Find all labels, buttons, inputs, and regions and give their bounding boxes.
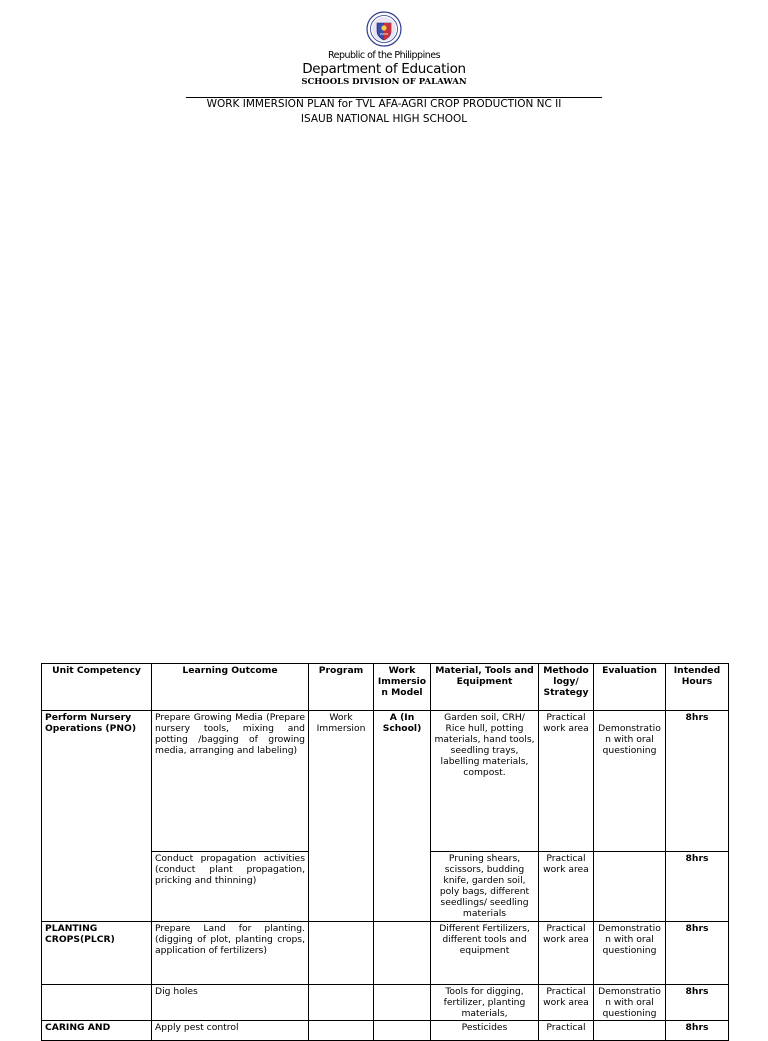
materials-cell: Pruning shears, scissors, budding knife, garden soil, poly bags, different seedlings/ seedling materials xyxy=(431,852,539,922)
republic-label: Republic of the Philippines xyxy=(327,50,441,61)
hours-cell: 8hrs xyxy=(666,922,729,985)
learning-outcome-cell: Prepare Growing Media (Prepare nursery tools, mixing and potting /bagging of growing media, arranging and labeling) xyxy=(152,711,309,852)
unit-competency-cell: Perform Nursery Operations (PNO) xyxy=(42,711,152,922)
hours-cell: 8hrs xyxy=(666,852,729,922)
column-header: Evaluation xyxy=(594,664,666,711)
materials-cell: Different Fertilizers, different tools and equipment xyxy=(431,922,539,985)
model-cell: A (In School) xyxy=(374,711,431,922)
program-cell xyxy=(309,985,374,1021)
table-row xyxy=(42,922,729,985)
methodology-cell: Practical work area xyxy=(539,711,594,852)
evaluation-cell xyxy=(594,852,666,922)
column-header: Intended Hours xyxy=(666,664,729,711)
methodology-cell: Practical work area xyxy=(539,922,594,985)
materials-cell: Garden soil, CRH/ Rice hull, potting materials, hand tools, seedling trays, labelling materials, compost. xyxy=(431,711,539,852)
methodology-cell: Practical work area xyxy=(539,852,594,922)
learning-outcome-cell: Conduct propagation activities (conduct plant propagation, pricking and thinning) xyxy=(152,852,309,922)
learning-outcome-cell: Dig holes xyxy=(152,985,309,1021)
methodology-cell: Practical xyxy=(539,1021,594,1041)
school-name: ISAUB NATIONAL HIGH SCHOOL xyxy=(300,113,468,125)
evaluation-cell: Demonstration with oral questioning xyxy=(594,922,666,985)
column-header: Material, Tools and Equipment xyxy=(431,664,539,711)
program-cell xyxy=(309,922,374,985)
table-header-row xyxy=(42,664,729,711)
model-cell xyxy=(374,922,431,985)
unit-competency-cell: CARING AND xyxy=(42,1021,152,1041)
unit-competency-cell xyxy=(42,985,152,1021)
hours-cell: 8hrs xyxy=(666,711,729,852)
materials-cell: Tools for digging, fertilizer, planting materials, xyxy=(431,985,539,1021)
table-row xyxy=(42,985,729,1021)
model-cell xyxy=(374,985,431,1021)
department-name: Department of Education xyxy=(302,61,466,77)
evaluation-cell: Demonstration with oral questioning xyxy=(594,985,666,1021)
column-header: Unit Competency xyxy=(42,664,152,711)
program-cell: Work Immersion xyxy=(309,711,374,922)
deped-seal-icon xyxy=(366,11,402,47)
column-header: Methodology/ Strategy xyxy=(539,664,594,711)
column-header: Program xyxy=(309,664,374,711)
table-row xyxy=(42,711,729,852)
learning-outcome-cell: Prepare Land for planting. (digging of plot, planting crops, application of fertilizers) xyxy=(152,922,309,985)
hours-cell: 8hrs xyxy=(666,1021,729,1041)
learning-outcome-cell: Apply pest control xyxy=(152,1021,309,1041)
plan-title: WORK IMMERSION PLAN for TVL AFA-AGRI CROP PRODUCTION NC II xyxy=(206,98,562,110)
column-header: Learning Outcome xyxy=(152,664,309,711)
materials-cell: Pesticides xyxy=(431,1021,539,1041)
hours-cell: 8hrs xyxy=(666,985,729,1021)
work-immersion-table xyxy=(41,663,729,1041)
unit-competency-cell: PLANTING CROPS(PLCR) xyxy=(42,922,152,985)
column-header: Work Immersion Model xyxy=(374,664,431,711)
division-name: SCHOOLS DIVISION OF PALAWAN xyxy=(301,77,467,87)
methodology-cell: Practical work area xyxy=(539,985,594,1021)
evaluation-cell: Demonstration with oral questioning xyxy=(594,711,666,852)
